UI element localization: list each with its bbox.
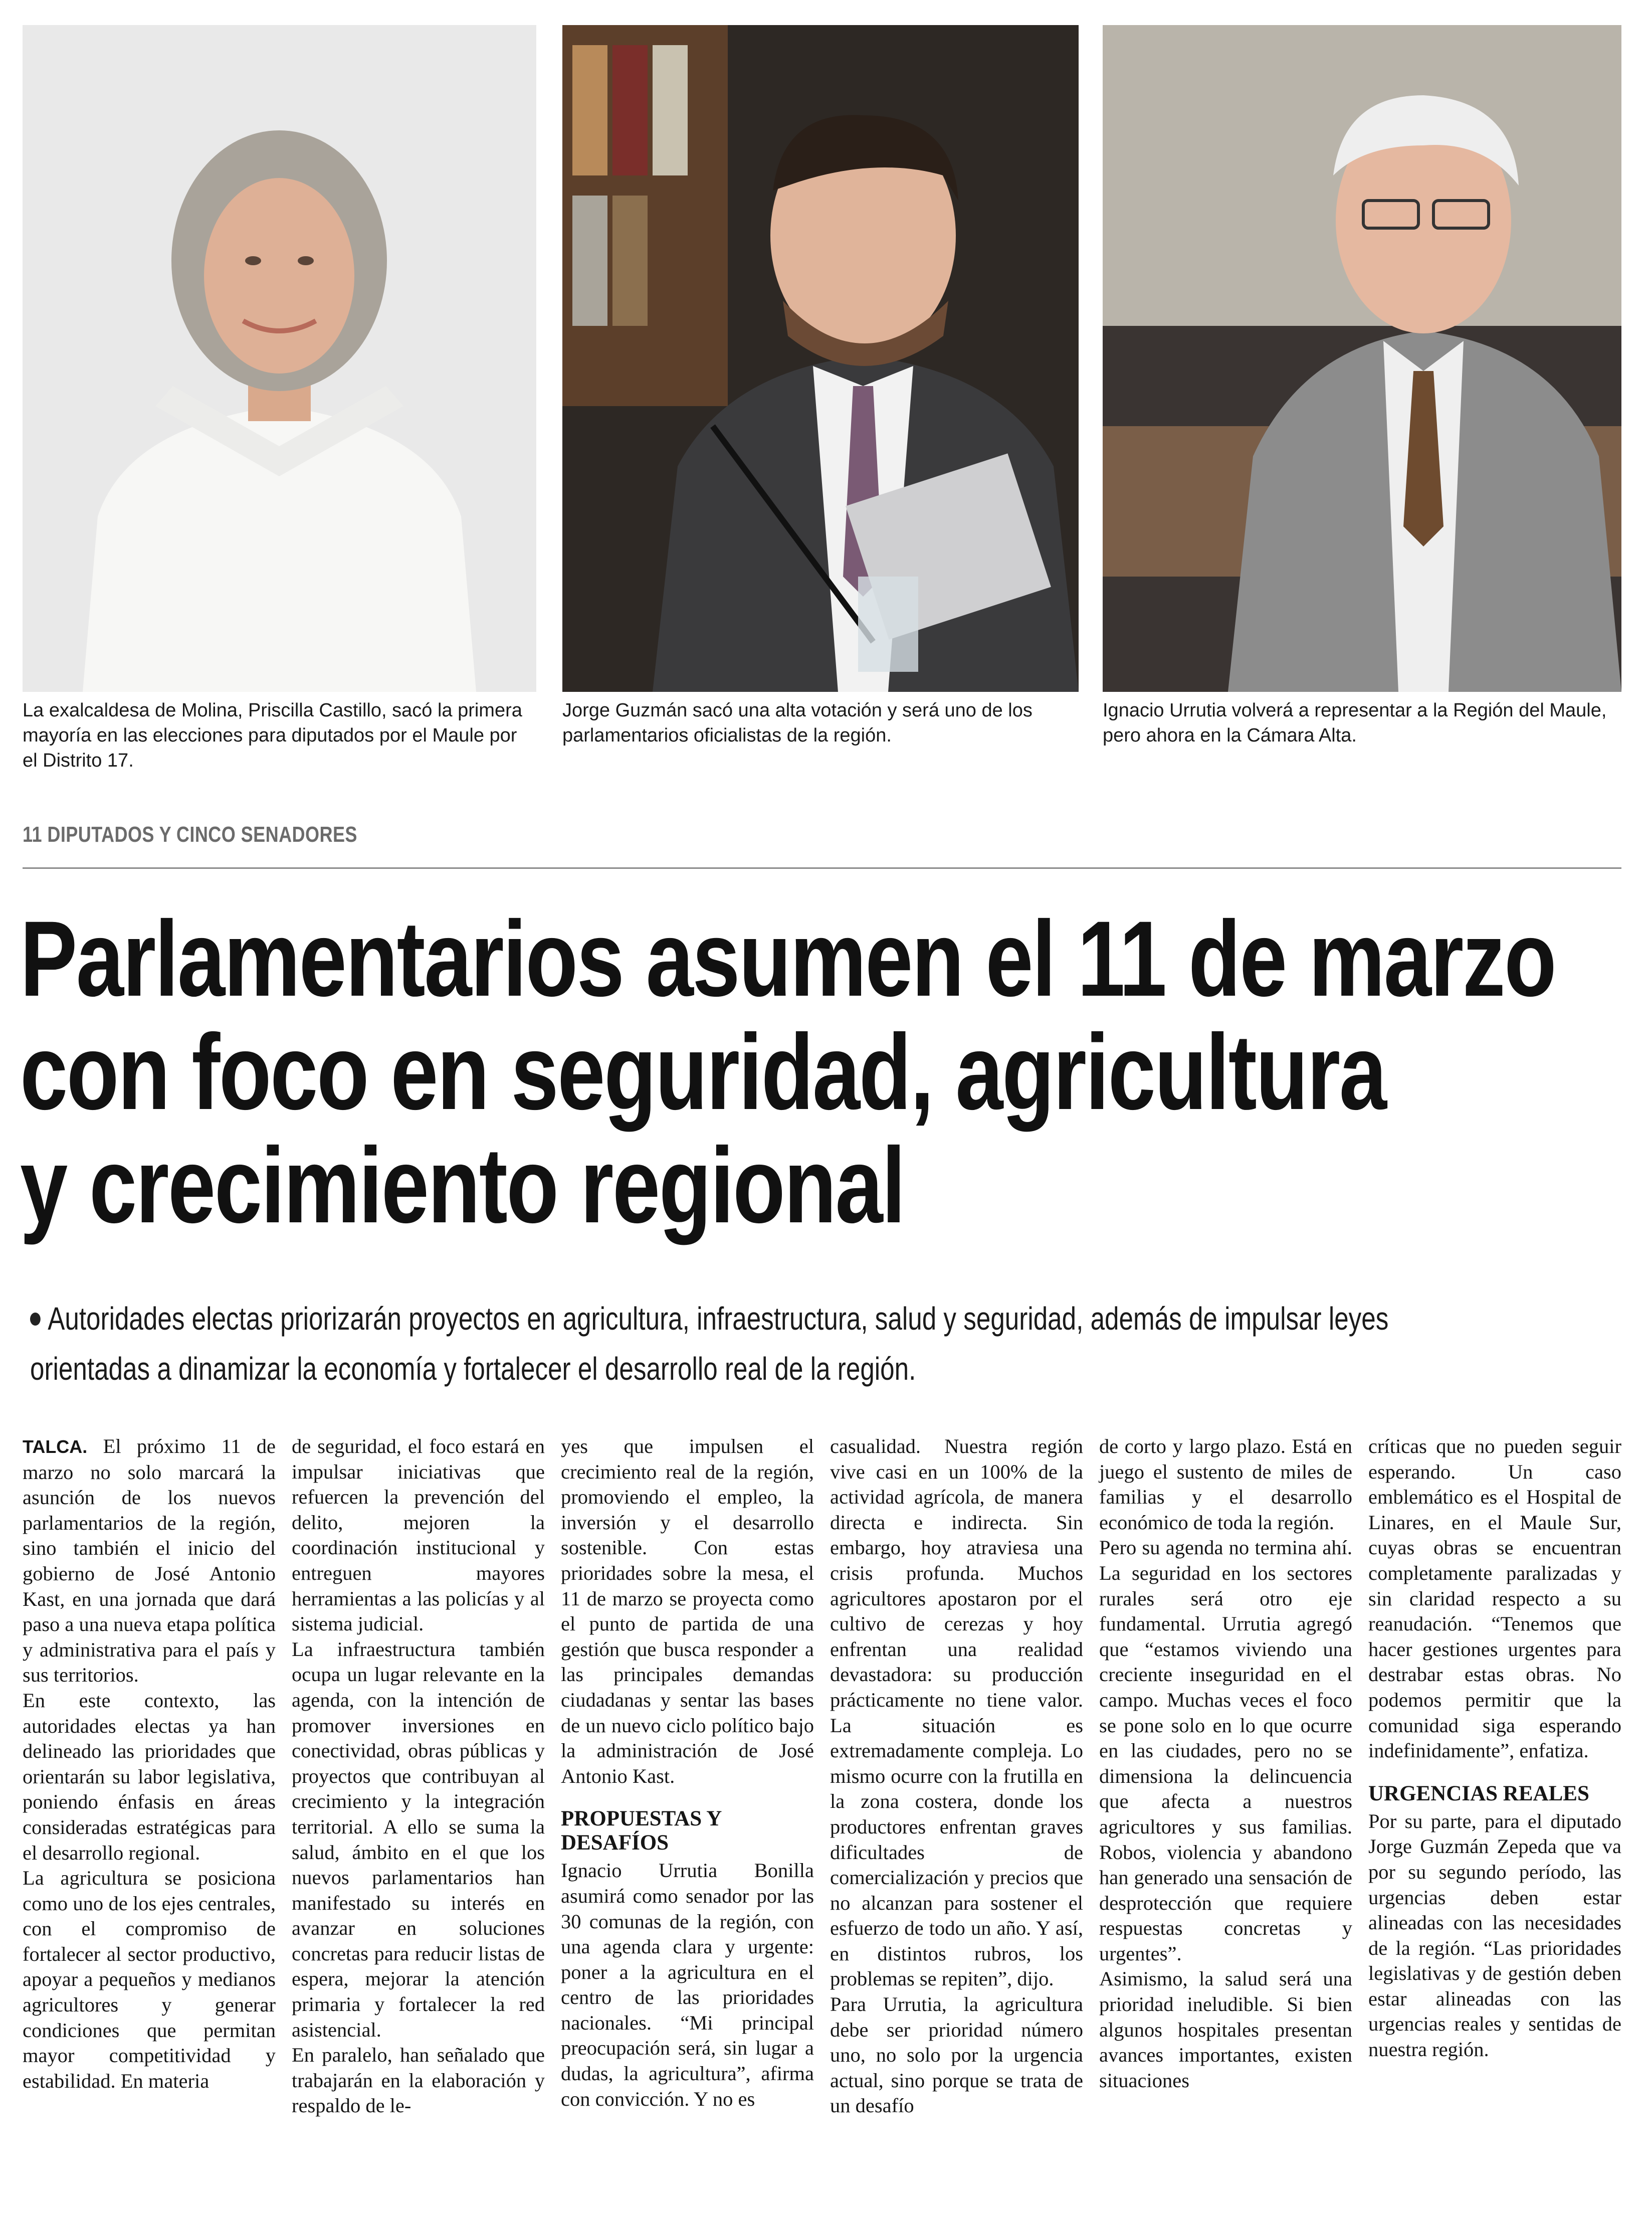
- article-column-4: [830, 1434, 1083, 2119]
- photo-jorge-guzman: [562, 25, 1079, 692]
- paragraph: En este contexto, las autoridades electas ya han delineado las prioridades que orientarán su labor legislativa, poniendo énfasis en áreas consideradas estratégicas para el desarrollo regional.: [23, 1689, 276, 1864]
- dateline: TALCA.: [23, 1436, 88, 1457]
- paragraph: casualidad. Nuestra región vive casi en un 100% de la actividad agrícola, de manera directa e indirecta. Sin embargo, hoy atraviesa una crisis profunda. Muchos agricultores apostaron por el cultivo de cerezas y hoy enfrentan una realidad devastadora: su producción prácticamente no tiene valor. La situación es extremadamente compleja. Lo mismo ocurre con la frutilla en la zona costera, donde los productores enfrentan graves dificultades de comercialización y precios que no alcanzan para sostener el esfuerzo de todo un año. Y así, en distintos rubros, los problemas se repiten”, dijo.: [830, 1435, 1083, 1990]
- paragraph: En paralelo, han señalado que trabajarán en la elaboración y respaldo de le-: [292, 2044, 545, 2117]
- article-column-2: [292, 1434, 545, 2119]
- article-column-5: [1099, 1434, 1352, 2119]
- article-column-3: [561, 1434, 814, 2119]
- paragraph: Por su parte, para el diputado Jorge Guzmán Zepeda que va por su segundo período, las urgencias deben estar alineadas con las necesidades de la región. “Las prioridades legislativas y de gestión deben estar alineadas con las urgencias reales y sentidas de nuestra región.: [1368, 1809, 1621, 2061]
- paragraph: críticas que no pueden seguir esperando. Un caso emblemático es el Hospital de Linares, en el Maule Sur, cuyas obras se encuentran completamente paralizadas y sin claridad respecto a su reanudación. “Tenemos que hacer gestiones urgentes para destrabar estas obras. No podemos permitir que la comunidad siga esperando indefinidamente”, enfatiza.: [1368, 1435, 1621, 1762]
- paragraph: Pero su agenda no termina ahí. La seguridad en los sectores rurales será otro eje fundamental. Urrutia agregó que “estamos viviendo una creciente inseguridad en el campo. Muchas veces el foco se pone solo en lo que ocurre en las ciudades, pero no se dimensiona la delincuencia que afecta a nuestros agricultores y sus familias. Robos, violencia y abandono han generado una sensación de desprotección que requiere respuestas concretas y urgentes”.: [1099, 1536, 1352, 1965]
- article-body: [23, 1434, 1621, 2119]
- headline-line-3: y crecimiento regional: [20, 1126, 905, 1245]
- divider: [23, 867, 1621, 869]
- lead-line-1: Autoridades electas priorizarán proyectos en agricultura, infraestructura, salud y seguridad, además de impulsar leyes: [48, 1301, 1389, 1337]
- kicker: 11 DIPUTADOS Y CINCO SENADORES: [23, 822, 357, 847]
- paragraph: La infraestructura también ocupa un lugar relevante en la agenda, con la intención de promover inversiones en conectividad, obras públicas y proyectos que contribuyan al crecimiento y la integración territorial. A ello se suma la salud, ámbito en el que los nuevos parlamentarios han manifestado su interés en avanzar en soluciones concretas para reducir listas de espera, mejorar la atención primaria y fortalecer la red asistencial.: [292, 1637, 545, 2041]
- headline: [20, 899, 1584, 1245]
- bullet-icon: [30, 1313, 41, 1326]
- article-column-6: [1368, 1434, 1621, 2119]
- lead-line-2: orientadas a dinamizar la economía y fortalecer el desarrollo real de la región.: [30, 1351, 916, 1387]
- subhead-propuestas: PROPUESTAS Y DESAFÍOS: [561, 1807, 721, 1855]
- photo-priscilla-castillo: [23, 25, 536, 692]
- paragraph: de seguridad, el foco estará en impulsar iniciativas que refuercen la prevención del delito, mejoren la coordinación institucional y entreguen mayores herramientas a las policías y al sistema judicial.: [292, 1435, 545, 1635]
- headline-line-1: Parlamentarios asumen el 11 de marzo: [20, 899, 1556, 1019]
- headline-line-2: con foco en seguridad, agricultura: [20, 1012, 1386, 1132]
- paragraph: Asimismo, la salud será una prioridad ineludible. Si bien algunos hospitales presentan avances importantes, existen situaciones: [1099, 1967, 1352, 2092]
- paragraph: Ignacio Urrutia Bonilla asumirá como senador por las 30 comunas de la región, con una agenda clara y urgente: poner a la agricultura en el centro de las prioridades nacionales. “Mi principal preocupación será, sin lugar a dudas, la agricultura”, afirma con convicción. Y no es: [561, 1859, 814, 2110]
- photo-caption-castillo: La exalcaldesa de Molina, Priscilla Castillo, sacó la primera mayoría en las elecciones para diputados por el Maule por el Distrito 17.: [23, 700, 522, 771]
- subhead-urgencias: URGENCIAS REALES: [1368, 1781, 1589, 1805]
- paragraph: Para Urrutia, la agricultura debe ser prioridad número uno, no solo por la urgencia actual, sino porque se trata de un desafío: [830, 1993, 1083, 2117]
- paragraph-text: El próximo 11 de marzo no solo marcará la asunción de los nuevos parlamentarios de la región, sino también el inicio del gobierno de José Antonio Kast, en una jornada que dará paso a una nueva etapa política y administrativa para el país y sus territorios.: [23, 1435, 276, 1687]
- photo-caption-guzman: Jorge Guzmán sacó una alta votación y será uno de los parlamentarios oficialistas de la región.: [562, 700, 1032, 746]
- paragraph: yes que impulsen el crecimiento real de la región, promoviendo el empleo, la inversión y el desarrollo sostenible. Con estas prioridades sobre la mesa, el 11 de marzo se proyecta como el punto de partida de una gestión que busca responder a las principales demandas ciudadanas y sentar las bases de un nuevo ciclo político bajo la administración de José Antonio Kast.: [561, 1435, 814, 1787]
- photo-caption-urrutia: Ignacio Urrutia volverá a representar a la Región del Maule, pero ahora en la Cámara Alta.: [1103, 700, 1607, 746]
- paragraph: [23, 1434, 276, 1688]
- photo-ignacio-urrutia: [1103, 25, 1621, 692]
- paragraph: de corto y largo plazo. Está en juego el sustento de miles de familias y el desarrollo económico de toda la región.: [1099, 1435, 1352, 1534]
- article-column-1: [23, 1434, 276, 2119]
- paragraph: La agricultura se posiciona como uno de los ejes centrales, con el compromiso de fortalecer al sector productivo, apoyar a pequeños y medianos agricultores y generar condiciones que permitan mayor competitividad y estabilidad. En materia: [23, 1867, 276, 2092]
- lead-paragraph: [30, 1294, 1594, 1394]
